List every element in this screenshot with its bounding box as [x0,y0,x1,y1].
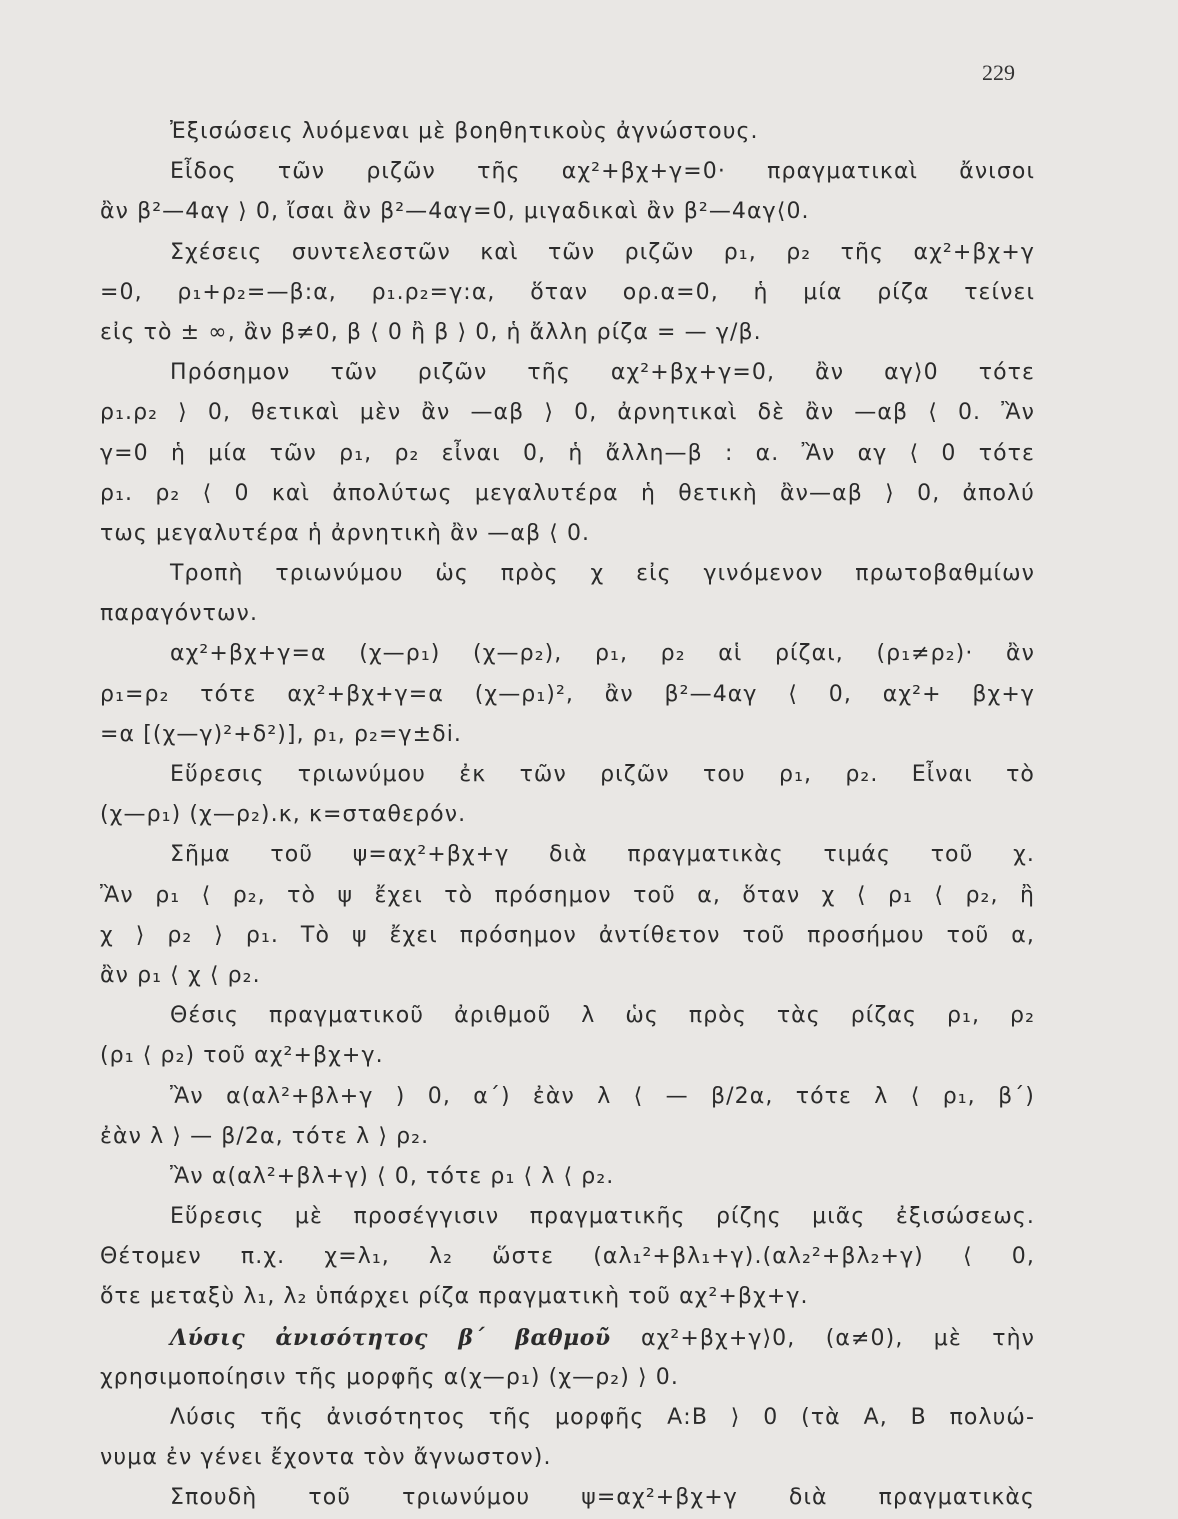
section-heading: Λύσις ἀνισότητος β΄ βαθμοῦ [170,1324,611,1351]
text-line: ἂν β²—4αγ ⟩ 0, ἴσαι ἂν β²—4αγ=0, μιγαδικαὶ ἂν β²—4αγ⟨0. [100,199,810,225]
text-line: Εὕρεσις μὲ προσέγγισιν πραγματικῆς ρίζης μιᾶς ἐξισώσεως. [170,1204,1035,1230]
text-block [100,112,1035,1519]
text-line: Σπουδὴ τοῦ τριωνύμου ψ=αχ²+βχ+γ διὰ πραγματικὰς [170,1485,1035,1511]
text-line: (ρ₁ ⟨ ρ₂) τοῦ αχ²+βχ+γ. [100,1043,384,1069]
text-line: (χ—ρ₁) (χ—ρ₂).κ, κ=σταθερόν. [100,802,467,828]
text-line: Εἶδος τῶν ριζῶν τῆς αχ²+βχ+γ=0· πραγματικαὶ ἄνισοι [170,159,1035,185]
text-line: γ=0 ἡ μία τῶν ρ₁, ρ₂ εἶναι 0, ἡ ἄλλη—β : α. Ἂν αγ ⟨ 0 τότε [100,440,1035,466]
text-line: παραγόντων. [100,601,259,627]
text-line: Λύσις τῆς ἀνισότητος τῆς μορφῆς Α:Β ⟩ 0 (τὰ Α, Β πολυώ- [170,1405,1035,1430]
text-line [100,1318,1035,1358]
text-line: ρ₁. ρ₂ ⟨ 0 καὶ ἀπολύτως μεγαλυτέρα ἡ θετικὴ ἂν—αβ ⟩ 0, ἀπολύ [100,480,1035,506]
text-line: τως μεγαλυτέρα ἡ ἀρνητικὴ ἂν —αβ ⟨ 0. [100,520,591,546]
text-line: Σχέσεις συντελεστῶν καὶ τῶν ριζῶν ρ₁, ρ₂ τῆς αχ²+βχ+γ [170,239,1035,265]
text-line: Εὕρεσις τριωνύμου ἐκ τῶν ριζῶν του ρ₁, ρ₂. Εἶναι τὸ [170,762,1035,787]
text-line: νυμα ἐν γένει ἔχοντα τὸν ἄγνωστον). [100,1445,552,1471]
text-line: Πρόσημον τῶν ριζῶν τῆς αχ²+βχ+γ=0, ἂν αγ⟩0 τότε [170,360,1035,386]
text-line: Σῆμα τοῦ ψ=αχ²+βχ+γ διὰ πραγματικὰς τιμάς τοῦ χ. [170,842,1035,868]
page-number: 229 [982,60,1015,85]
text-line: =α [(χ—γ)²+δ²)], ρ₁, ρ₂=γ±δi. [100,721,462,747]
text-line: Θέτομεν π.χ. χ=λ₁, λ₂ ὥστε (αλ₁²+βλ₁+γ).(αλ₂²+βλ₂+γ) ⟨ 0, [100,1244,1035,1270]
text-line: ρ₁=ρ₂ τότε αχ²+βχ+γ=α (χ—ρ₁)², ἂν β²—4αγ ⟨ 0, αχ²+ βχ+γ [100,681,1035,707]
text-line: ἐὰν λ ⟩ — β/2α, τότε λ ⟩ ρ₂. [100,1123,430,1149]
text-line: χ ⟩ ρ₂ ⟩ ρ₁. Τὸ ψ ἔχει πρόσημον ἀντίθετον τοῦ προσήμου τοῦ α, [100,922,1035,948]
text-line: ὅτε μεταξὺ λ₁, λ₂ ὑπάρχει ρίζα πραγματικὴ τοῦ αχ²+βχ+γ. [100,1284,809,1310]
text-line: ρ₁.ρ₂ ⟩ 0, θετικαὶ μὲν ἂν —αβ ⟩ 0, ἀρνητικαὶ δὲ ἂν —αβ ⟨ 0. Ἂν [100,400,1035,426]
text-line: χρησιμοποίησιν τῆς μορφῆς α(χ—ρ₁) (χ—ρ₂) ⟩ 0. [100,1364,679,1390]
text-line: εἰς τὸ ± ∞, ἂν β≠0, β ⟨ 0 ἢ β ⟩ 0, ἡ ἄλλη ρίζα = — γ/β. [100,319,762,345]
text-line: =0, ρ₁+ρ₂=—β:α, ρ₁.ρ₂=γ:α, ὅταν ορ.α=0, ἡ μία ρίζα τείνει [100,279,1035,305]
text-line: Ἂν α(αλ²+βλ+γ) ⟨ 0, τότε ρ₁ ⟨ λ ⟨ ρ₂. [170,1163,615,1189]
text-line: Ἐξισώσεις λυόμεναι μὲ βοηθητικοὺς ἀγνώστους. [170,119,759,144]
text-line: Ἂν α(αλ²+βλ+γ ) 0, α΄) ἐὰν λ ⟨ — β/2α, τότε λ ⟨ ρ₁, β΄) [170,1083,1035,1109]
text-line: Τροπὴ τριωνύμου ὡς πρὸς χ εἰς γινόμενον πρωτοβαθμίων [170,561,1035,587]
text-line: Θέσις πραγματικοῦ ἀριθμοῦ λ ὡς πρὸς τὰς ρίζας ρ₁, ρ₂ [170,1003,1035,1029]
text-line: Ἂν ρ₁ ⟨ ρ₂, τὸ ψ ἔχει τὸ πρόσημον τοῦ α, ὅταν χ ⟨ ρ₁ ⟨ ρ₂, ἢ [100,882,1035,908]
text-line: αχ²+βχ+γ=α (χ—ρ₁) (χ—ρ₂), ρ₁, ρ₂ αἱ ρίζαι, (ρ₁≠ρ₂)· ἂν [170,641,1035,667]
line-text: αχ²+βχ+γ⟩0, (α≠0), μὲ τὴν [610,1325,1035,1351]
text-line: ἂν ρ₁ ⟨ χ ⟨ ρ₂. [100,962,261,988]
